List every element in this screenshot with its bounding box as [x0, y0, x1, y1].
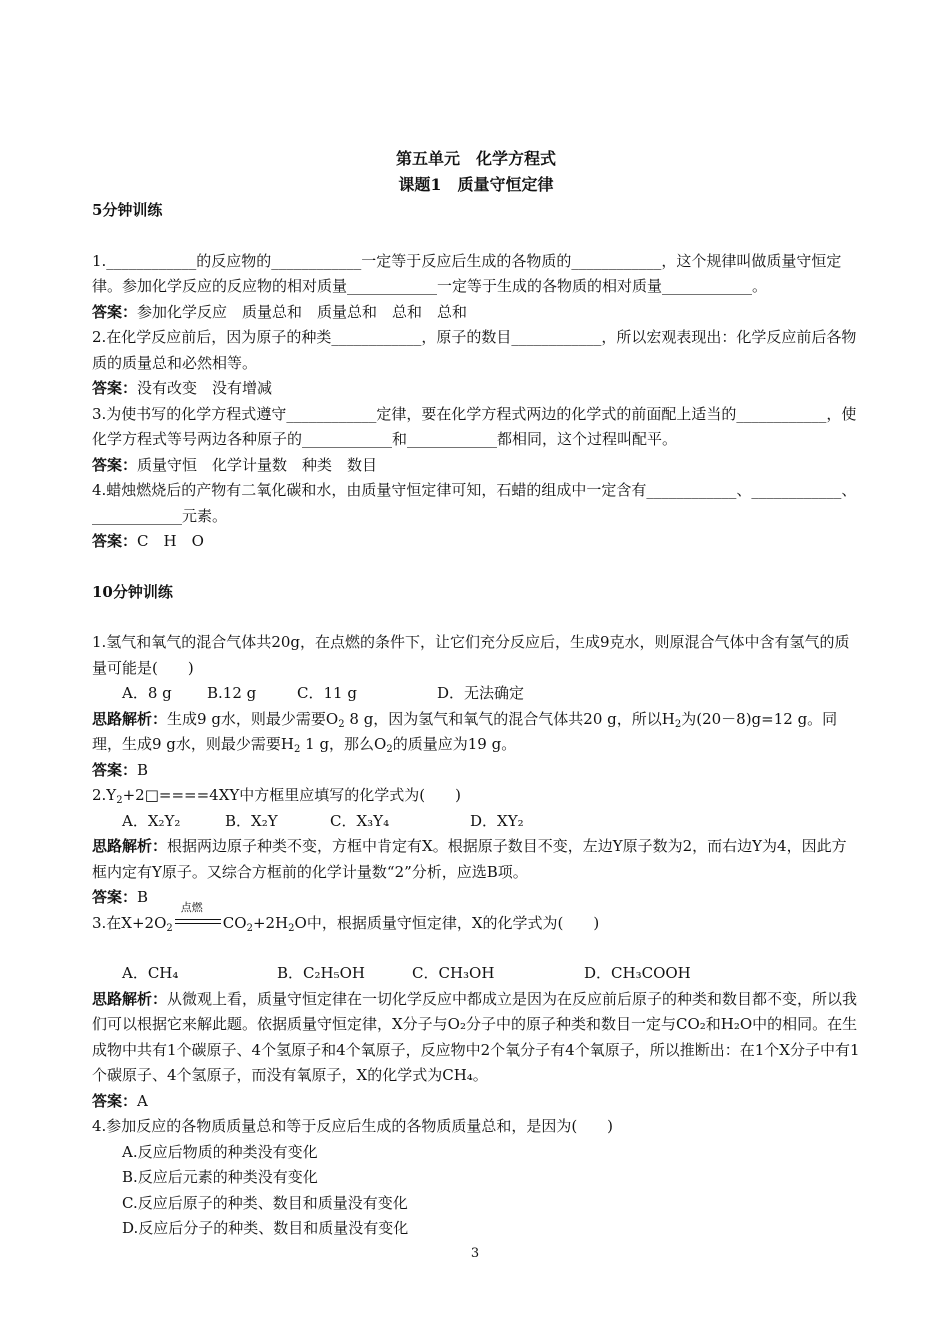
option-d: D.反应后分子的种类、数目和质量没有变化: [122, 1219, 409, 1237]
s10-analysis-2: [92, 834, 860, 885]
question-text: +2□====4XY中方框里应填写的化学式为( ): [122, 786, 461, 804]
answer-text: B: [137, 888, 149, 906]
option-a: A．CH₄: [122, 964, 179, 982]
option-b: B.反应后元素的种类没有变化: [122, 1168, 318, 1186]
option-c: C．CH₃OH: [412, 964, 495, 982]
option-d: D．XY₂: [470, 811, 524, 830]
option-b: B.12 g: [207, 684, 257, 702]
document-page: [92, 146, 860, 1242]
option-a: A.反应后物质的种类没有变化: [122, 1142, 318, 1161]
s10-q3-options: [92, 961, 860, 987]
analysis-label: 思路解析：: [92, 837, 168, 855]
option-c: C．11 g: [297, 684, 357, 702]
lesson-title: 课题1 质量守恒定律: [398, 175, 554, 194]
answer-label: 答案：: [92, 760, 138, 779]
s10-analysis-1: 思路解析：生成9 g水，则最少需要$O_2$ 8 g，因为氢气和氧气的混合气体共20 g，所以$H_2$为(20－8)g=12 g。同理，生成9 g水，则最少需要$H_2$ 1 g，那么$O_2$的质量应为19 g。: [92, 709, 838, 755]
section-heading-10min: 10分钟训练: [92, 582, 173, 601]
answer-text: 质量守恒 化学计量数 种类 数目: [137, 455, 378, 474]
s5-answer-4: [92, 529, 860, 555]
analysis-text: 的质量应为19 g。: [392, 735, 517, 753]
answer-label: 答案：: [92, 302, 138, 321]
s10-answer-3: [92, 1089, 860, 1115]
s10-q1-options: [92, 681, 860, 707]
s10-question-2: $2.Y_2+2□====4XY$中方框里应填写的化学式为( ): [92, 786, 461, 806]
analysis-text: 从微观上看，质量守恒定律在一切化学反应中都成立是因为在反应前后原子的种类和数目都不变，所以我们可以根据它来解此题。依据质量守恒定律，X分子与O₂分子中的原子种类和数目一定与CO₂和H₂O中的相同。在生成物中共有1个碳原子、4个氢原子和4个氧原子，反应物中2个氧分子有4个氧原子，所以推断出：在1个X分子中有1个碳原子、4个氢原子，而没有氧原子，X的化学式为CH₄。: [92, 989, 860, 1084]
answer-label: 答案：: [92, 532, 138, 550]
s10-question-4: 4.参加反应的各物质质量总和等于反应后生成的各物质质量总和，是因为( ): [92, 1117, 614, 1135]
question-text: O中，根据质量守恒定律，X的化学式为( ): [294, 913, 600, 932]
analysis-text: 为(20－8)g=12 g。同理，生成9 g水，则最少需要H: [92, 709, 838, 753]
question-text: 3.在X+2O: [92, 913, 167, 932]
answer-label: 答案：: [92, 888, 138, 906]
option-b: B．C₂H₅OH: [277, 964, 365, 982]
analysis-label: 思路解析：: [92, 709, 168, 728]
s5-answer-2: [92, 376, 860, 402]
s5-answer-3: [92, 453, 860, 479]
s5-question-3: 3.为使书写的化学方程式遵守____________定律，要在化学方程式两边的化学式的前面配上适当的____________，使化学方程式等号两边各种原子的____________和____________都相同，这个过程叫配平。: [92, 404, 857, 448]
option-b: B．X₂Y: [225, 811, 278, 830]
option-a: A．8 g: [122, 684, 172, 702]
s10-analysis-3: [92, 987, 860, 1089]
answer-text: B: [137, 760, 149, 779]
analysis-text: 1 g，那么O: [300, 735, 387, 753]
s10-q2-options: [92, 809, 860, 835]
analysis-text: 8 g，因为氢气和氧气的混合气体共20 g，所以H: [344, 709, 675, 728]
reaction-condition: 点燃: [180, 900, 203, 914]
answer-text: A: [137, 1091, 148, 1110]
answer-label: 答案：: [92, 379, 138, 397]
option-c: C.反应后原子的种类、数目和质量没有变化: [122, 1193, 408, 1212]
unit-title: 第五单元 化学方程式: [395, 149, 556, 168]
answer-label: 答案：: [92, 455, 138, 474]
analysis-text: 根据两边原子种类不变，方框中肯定有X。根据原子数目不变，左边Y原子数为2，而右边Y为4，因此方框内定有Y原子。又综合方框前的化学计量数“2”分析，应选B项。: [92, 837, 847, 881]
s5-question-4: 4.蜡烛燃烧后的产物有二氧化碳和水，由质量守恒定律可知，石蜡的组成中一定含有____________、____________、____________元素。: [92, 481, 857, 525]
option-a: A．X₂Y₂: [122, 811, 181, 830]
answer-text: C H O: [137, 532, 204, 550]
answer-label: 答案：: [92, 1091, 138, 1110]
answer-text: 没有改变 没有增减: [137, 379, 273, 397]
s5-question-1: 1.____________的反应物的____________一定等于反应后生成的各物质的____________，这个规律叫做质量守恒定律。参加化学反应的反应物的相对质量____________一定等于生成的各物质的相对质量____________。: [92, 251, 842, 295]
s10-answer-2: [92, 885, 860, 911]
question-text: +2H: [252, 913, 289, 932]
s10-answer-1: [92, 758, 860, 784]
analysis-label: 思路解析：: [92, 989, 168, 1008]
answer-text: 参加化学反应 质量总和 质量总和 总和 总和: [137, 302, 468, 321]
page-number: 3: [470, 1246, 480, 1261]
option-c: C．X₃Y₄: [330, 811, 390, 830]
question-text: CO: [222, 913, 247, 932]
s5-answer-1: [92, 300, 860, 326]
option-d: D．无法确定: [437, 684, 525, 702]
s10-question-1: 1.氢气和氧气的混合气体共20g，在点燃的条件下，让它们充分反应后，生成9克水，则原混合气体中含有氢气的质量可能是( ): [92, 633, 850, 677]
s10-question-3: 3.在$X+2O_2$ 点燃 $CO_2+2H_2O$中，根据质量守恒定律，X的化学式为( ): [92, 900, 600, 934]
option-d: D．CH₃COOH: [584, 964, 691, 982]
s5-question-2: 2.在化学反应前后，因为原子的种类____________，原子的数目____________，所以宏观表现出：化学反应前后各物质的质量总和必然相等。: [92, 328, 857, 372]
section-heading-5min: 5分钟训练: [92, 201, 163, 219]
reaction-arrow: [175, 900, 221, 930]
analysis-text: 生成9 g水，则最少需要O: [167, 709, 339, 728]
question-text: 2.Y: [92, 786, 117, 804]
